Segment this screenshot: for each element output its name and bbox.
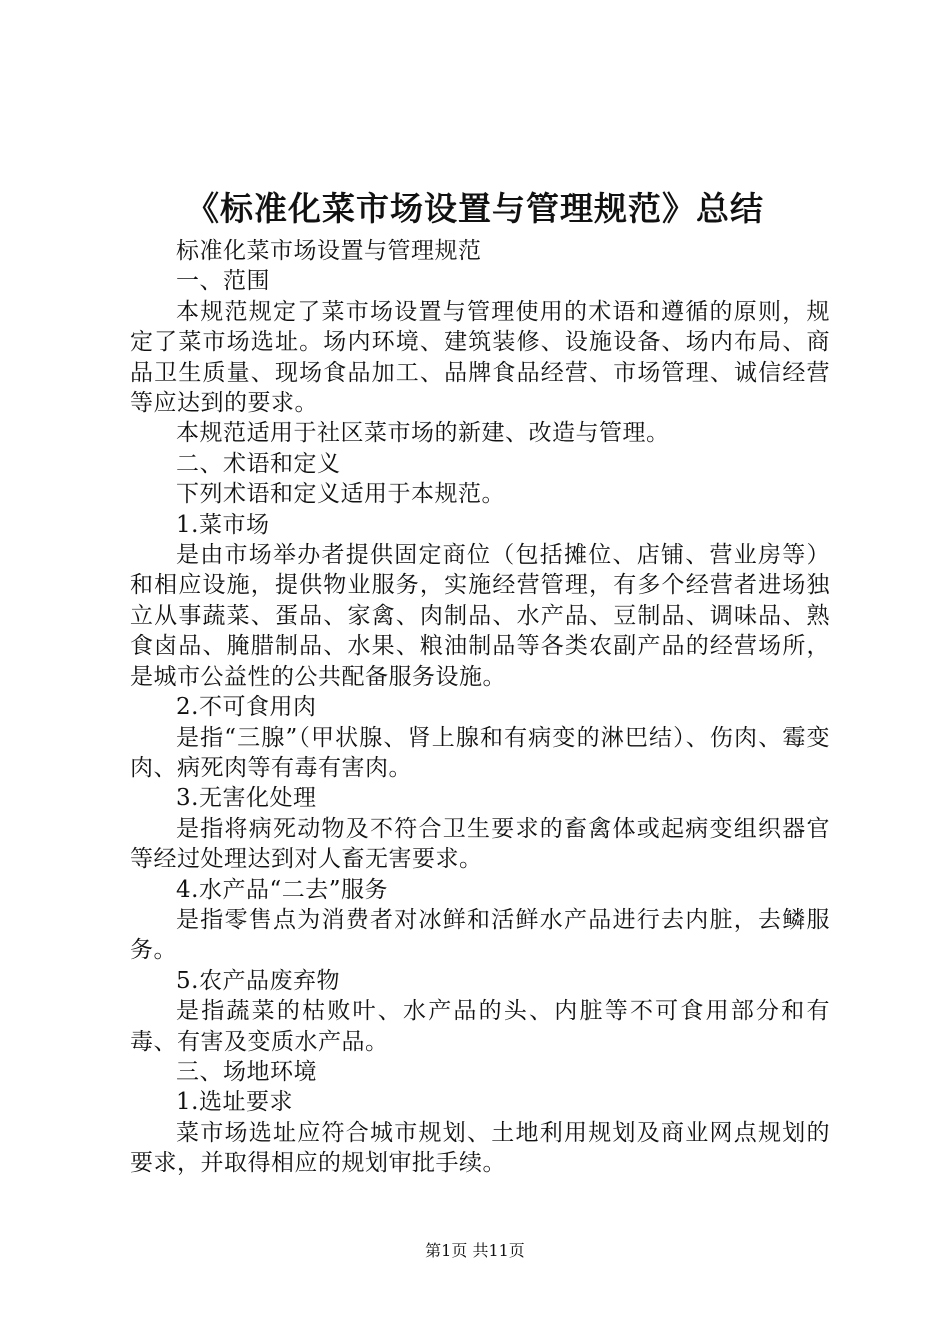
section-heading-site: 三、场地环境 xyxy=(176,1058,317,1085)
paragraph: 是指“三腺”（甲状腺、肾上腺和有病变的淋巴结）、伤肉、霉变肉、病死肉等有毒有害肉。 xyxy=(130,724,830,781)
term-heading: 5.农产品废弃物 xyxy=(176,967,340,994)
paragraph: 本规范适用于社区菜市场的新建、改造与管理。 xyxy=(176,420,670,447)
paragraph: 是指将病死动物及不符合卫生要求的畜禽体或起病变组织器官等经过处理达到对人畜无害要求。 xyxy=(130,815,830,873)
term-heading: 2.不可食用肉 xyxy=(176,694,317,721)
term-heading: 1.菜市场 xyxy=(176,511,270,538)
section-heading-terms: 二、术语和定义 xyxy=(176,450,341,477)
paragraph: 下列术语和定义适用于本规范。 xyxy=(176,481,505,508)
paragraph: 是指零售点为消费者对冰鲜和活鲜水产品进行去内脏，去鳞服务。 xyxy=(130,906,830,964)
paragraph-subtitle: 标准化菜市场设置与管理规范 xyxy=(176,238,482,264)
page-footer: 第1页 共11页 xyxy=(425,1241,525,1260)
paragraph: 是指蔬菜的枯败叶、水产品的头、内脏等不可食用部分和有毒、有害及变质水产品。 xyxy=(130,998,830,1055)
document-body xyxy=(130,236,830,1179)
paragraph: 本规范规定了菜市场设置与管理使用的术语和遵循的原则，规定了菜市场选址。场内环境、建筑装修、设施设备、场内布局、商品卫生质量、现场食品加工、品牌食品经营、市场管理、诚信经营等应达到的要求。 xyxy=(130,298,830,417)
paragraph: 菜市场选址应符合城市规划、土地利用规划及商业网点规划的要求，并取得相应的规划审批手续。 xyxy=(130,1119,830,1177)
section-heading-scope: 一、范围 xyxy=(176,268,270,295)
paragraph: 是由市场举办者提供固定商位（包括摊位、店铺、营业房等）和相应设施，提供物业服务，实施经营管理，有多个经营者进场独立从事蔬菜、蛋品、家禽、肉制品、水产品、豆制品、调味品、熟食卤品、腌腊制品、水果、粮油制品等各类农副产品的经营场所，是城市公益性的公共配备服务设施。 xyxy=(130,542,830,690)
term-heading: 3.无害化处理 xyxy=(176,785,317,812)
term-heading: 1.选址要求 xyxy=(176,1089,293,1116)
term-heading: 4.水产品“二去”服务 xyxy=(176,876,388,903)
page-title: 《标准化菜市场设置与管理规范》总结 xyxy=(186,189,764,228)
